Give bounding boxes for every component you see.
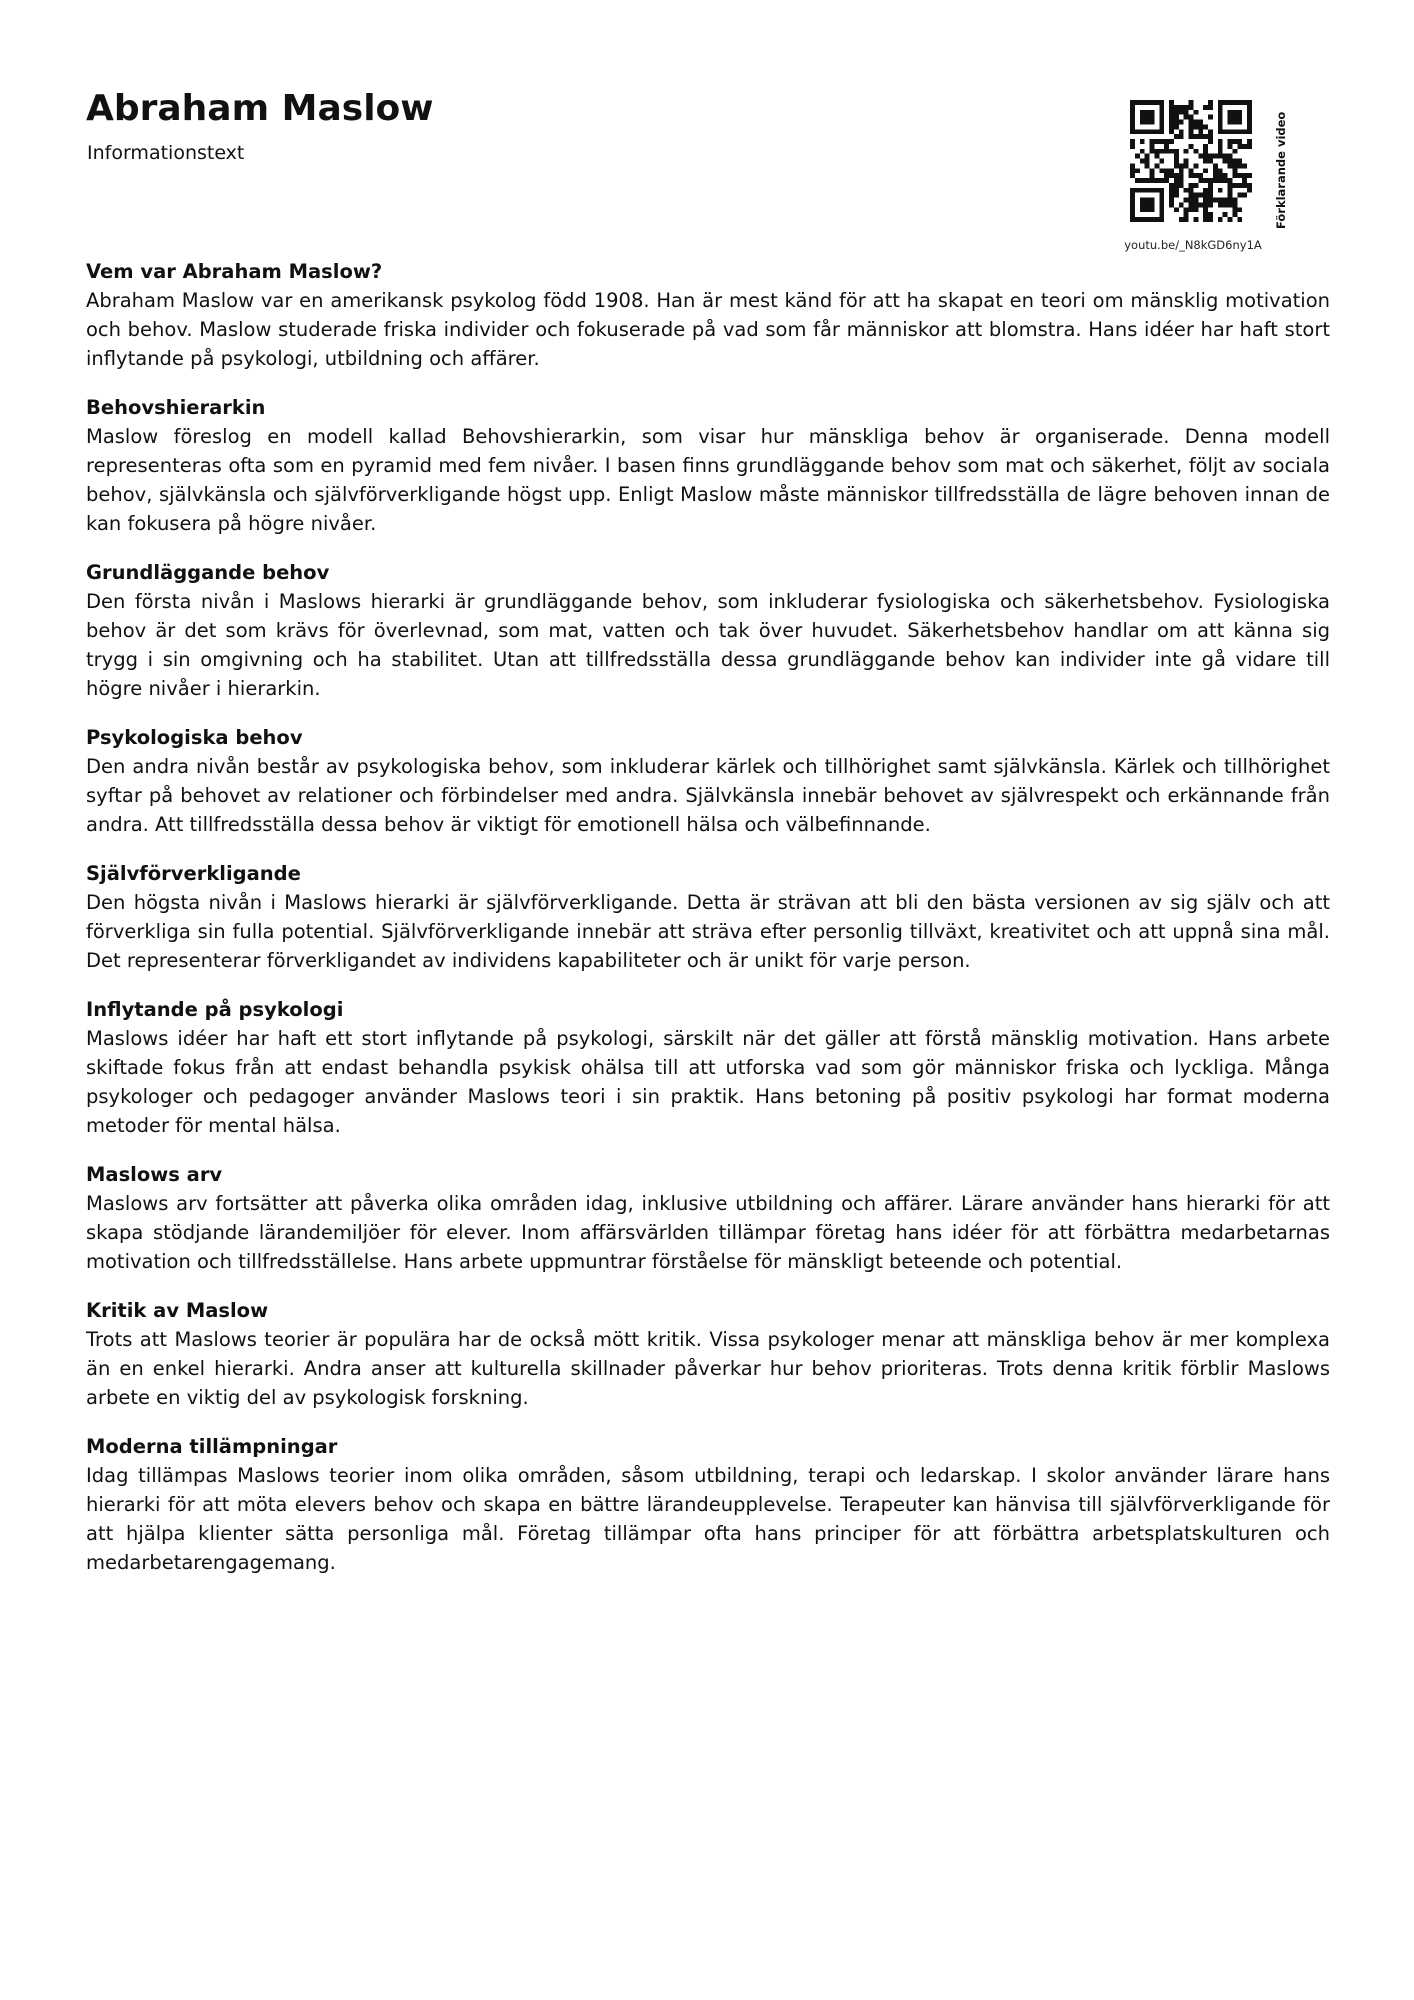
section-psychological-needs (86, 723, 1330, 839)
section-body: Abraham Maslow var en amerikansk psykolog född 1908. Han är mest känd för att ha skapat en teori om mänsklig motivation och behov. Maslow studerade friska individer och fokuserade på vad som får människor att blomstra. Hans idéer har haft stort inflytande på psykologi, utbildning och affärer. (86, 289, 1330, 370)
section-basic-needs (86, 558, 1330, 703)
section-heading: Moderna tillämpningar (86, 1435, 338, 1458)
section-modern-applications (86, 1432, 1330, 1577)
section-heading: Grundläggande behov (86, 561, 330, 584)
section-criticism (86, 1296, 1330, 1412)
section-body: Den högsta nivån i Maslows hierarki är självförverkligande. Detta är strävan att bli den bästa versionen av sig själv och att förverkliga sin fulla potential. Självförverkligande innebär att sträva efter personlig tillväxt, kreativitet och att uppnå sina mål. Det representerar förverkligandet av individens kapabiliteter och är unikt för varje person. (86, 891, 1330, 972)
section-heading: Inflytande på psykologi (86, 998, 344, 1021)
section-influence (86, 995, 1330, 1140)
article-content (86, 257, 1330, 1597)
section-heading: Behovshierarkin (86, 396, 266, 419)
section-body: Maslows idéer har haft ett stort inflytande på psykologi, särskilt när det gäller att förstå mänsklig motivation. Hans arbete skiftade fokus från att endast behandla psykisk ohälsa till att utforska vad som gör människor friska och lyckliga. Många psykologer och pedagoger använder Maslows teori i sin praktik. Hans betoning på positiv psykologi har format moderna metoder för mental hälsa. (86, 1027, 1330, 1137)
section-body: Idag tillämpas Maslows teorier inom olika områden, såsom utbildning, terapi och ledarskap. I skolor använder lärare hans hierarki för att möta elevers behov och skapa en bättre lärandeupplevelse. Terapeuter kan hänvisa till självförverkligande för att hjälpa klienter sätta personliga mål. Företag tillämpar ofta hans principer för att förbättra arbetsplatskulturen och medarbetarengagemang. (86, 1464, 1330, 1574)
video-label: Förklarande video (1274, 111, 1288, 229)
section-heading: Maslows arv (86, 1163, 223, 1186)
section-legacy (86, 1160, 1330, 1276)
section-hierarchy (86, 393, 1330, 538)
section-heading: Självförverkligande (86, 862, 301, 885)
video-link[interactable]: youtu.be/_N8kGD6ny1A (1124, 238, 1262, 252)
page-title: Abraham Maslow (86, 88, 434, 129)
section-heading: Kritik av Maslow (86, 1299, 269, 1322)
section-heading: Vem var Abraham Maslow? (86, 260, 383, 283)
section-body: Maslows arv fortsätter att påverka olika områden idag, inklusive utbildning och affärer. Lärare använder hans hierarki för att skapa stödjande lärandemiljöer för elever. Inom affärsvärlden tillämpar företag hans idéer för att förbättra medarbetarnas motivation och tillfredsställelse. Hans arbete uppmuntrar förståelse för mänskligt beteende och potential. (86, 1192, 1330, 1273)
section-body: Trots att Maslows teorier är populära har de också mött kritik. Vissa psykologer menar att mänskliga behov är mer komplexa än en enkel hierarki. Andra anser att kulturella skillnader påverkar hur behov prioriteras. Trots denna kritik förblir Maslows arbete en viktig del av psykologisk forskning. (86, 1328, 1330, 1409)
section-self-actualization (86, 859, 1330, 975)
section-body: Maslow föreslog en modell kallad Behovshierarkin, som visar hur mänskliga behov är organiserade. Denna modell representeras ofta som en pyramid med fem nivåer. I basen finns grundläggande behov som mat och säkerhet, följt av sociala behov, självkänsla och självförverkligande högst upp. Enligt Maslow måste människor tillfredsställa de lägre behoven innan de kan fokusera på högre nivåer. (86, 425, 1330, 535)
section-body: Den första nivån i Maslows hierarki är grundläggande behov, som inkluderar fysiologiska och säkerhetsbehov. Fysiologiska behov är det som krävs för överlevnad, som mat, vatten och tak över huvudet. Säkerhetsbehov handlar om att känna sig trygg i sin omgivning och ha stabilitet. Utan att tillfredsställa dessa grundläggande behov kan individer inte gå vidare till högre nivåer i hierarkin. (86, 590, 1330, 700)
qr-code-icon[interactable] (1130, 100, 1252, 222)
section-who-was-maslow (86, 257, 1330, 373)
section-body: Den andra nivån består av psykologiska behov, som inkluderar kärlek och tillhörighet samt självkänsla. Kärlek och tillhörighet syftar på behovet av relationer och förbindelser med andra. Självkänsla innebär behovet av självrespekt och erkännande från andra. Att tillfredsställa dessa behov är viktigt för emotionell hälsa och välbefinnande. (86, 755, 1330, 836)
section-heading: Psykologiska behov (86, 726, 303, 749)
page-subtitle: Informationstext (87, 142, 245, 164)
